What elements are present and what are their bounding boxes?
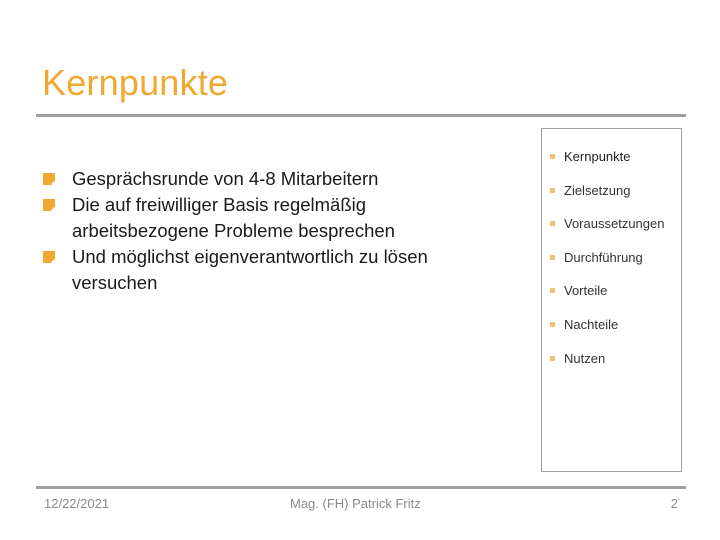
agenda-item-durchfuehrung[interactable] — [548, 250, 664, 284]
bullet-item — [42, 244, 482, 296]
agenda-bullet-icon — [550, 288, 555, 293]
square-bullet-icon — [43, 251, 55, 263]
agenda-bullet-icon — [550, 322, 555, 327]
square-bullet-icon — [43, 173, 55, 185]
agenda-item-label: Nutzen — [564, 350, 606, 366]
agenda-item-voraussetzungen[interactable] — [548, 216, 664, 250]
agenda-item-label: Kernpunkte — [564, 149, 631, 164]
agenda-item-label: Durchführung — [564, 249, 643, 265]
bullet-item — [42, 192, 482, 244]
agenda-bullet-icon — [550, 255, 555, 260]
bullet-text: Und möglichst eigenverantwortlich zu lösen versuchen — [72, 246, 428, 293]
agenda-item-label: Nachteile — [564, 316, 619, 332]
agenda-bullet-icon — [550, 154, 555, 159]
page-number: 2 — [670, 496, 678, 511]
footer-author: Mag. (FH) Patrick Fritz — [290, 496, 421, 511]
agenda-item-zielsetzung[interactable] — [548, 183, 664, 217]
agenda-bullet-icon — [550, 188, 555, 193]
square-bullet-icon — [43, 199, 55, 211]
bullet-text: Die auf freiwilliger Basis regelmäßig arbeitsbezogene Probleme besprechen — [72, 194, 395, 241]
bullet-item — [42, 166, 482, 192]
agenda-item-label: Zielsetzung — [564, 182, 631, 198]
title-divider — [36, 114, 686, 117]
bullet-list — [42, 166, 482, 296]
agenda-item-label: Voraussetzungen — [564, 216, 665, 232]
footer-date: 12/22/2021 — [44, 496, 110, 511]
agenda-item-label: Vorteile — [564, 283, 608, 299]
slide-title: Kernpunkte — [42, 62, 229, 103]
footer-divider — [36, 486, 686, 489]
agenda-panel — [541, 128, 682, 472]
agenda-item-nachteile[interactable] — [548, 317, 664, 351]
agenda-item-nutzen[interactable] — [548, 351, 664, 385]
agenda-bullet-icon — [550, 221, 555, 226]
bullet-text: Gesprächsrunde von 4-8 Mitarbeitern — [72, 168, 379, 189]
agenda-list — [548, 149, 664, 384]
agenda-item-kernpunkte[interactable] — [548, 149, 664, 183]
agenda-bullet-icon — [550, 356, 555, 361]
agenda-item-vorteile[interactable] — [548, 283, 664, 317]
